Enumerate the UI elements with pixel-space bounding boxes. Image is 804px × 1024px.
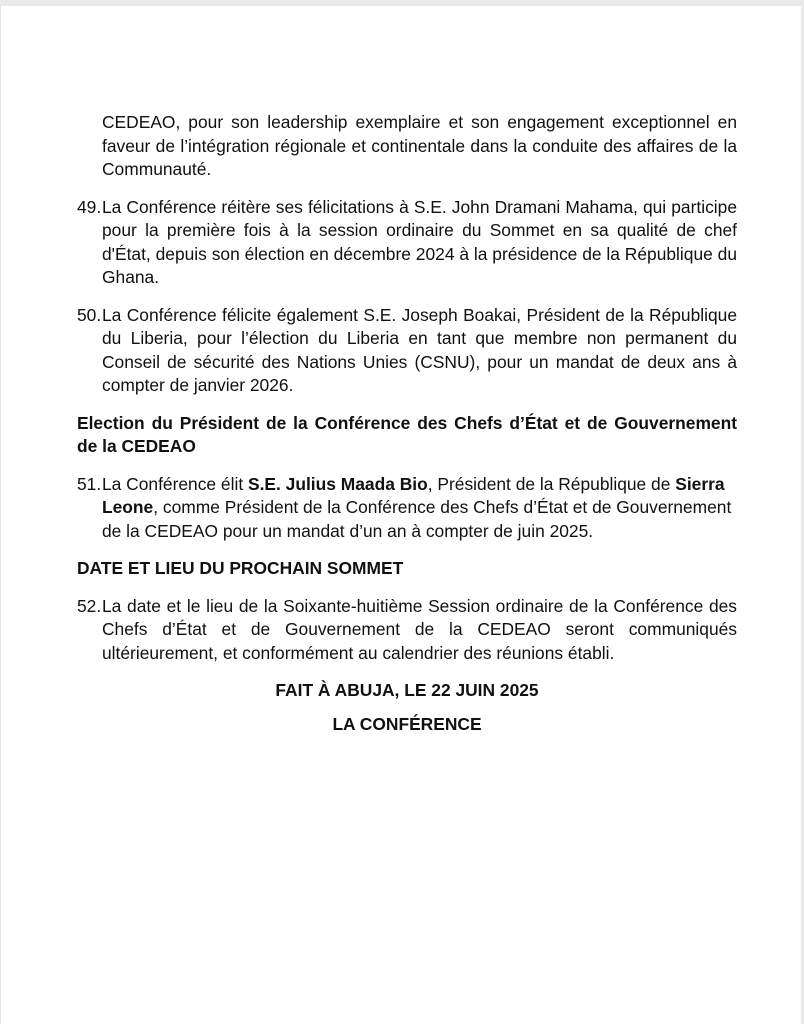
bold-country: Sierra Leone (102, 473, 725, 517)
paragraph-number: 52. (77, 595, 102, 616)
document-page (0, 6, 801, 1024)
document-body (77, 111, 737, 736)
paragraph-number: 49. (77, 196, 102, 217)
paragraph-51 (77, 473, 737, 544)
bold-name: S.E. Julius Maada Bio (247, 473, 428, 494)
paragraph-number: 50. (77, 304, 102, 325)
paragraph-text (102, 473, 737, 544)
paragraph-50 (77, 304, 737, 398)
text-run: , comme Président de la Conférence des Chefs d’État et de Gouvernement de la CEDEAO pour un mandat d’un an à compter de juin 2025. (102, 497, 732, 541)
signoff-signatory: LA CONFÉRENCE (332, 713, 482, 734)
section-heading-date: DATE ET LIEU DU PROCHAIN SOMMET (77, 558, 404, 578)
paragraph-text: La Conférence réitère ses félicitations à S.E. John Dramani Mahama, qui participe pour la première fois à la session ordinaire du Sommet en sa qualité de chef d'État, depuis son élection en décembre 2024 à la présidence de la République du Ghana. (102, 196, 737, 287)
paragraph-number: 51. (77, 473, 102, 494)
paragraph-52 (77, 595, 737, 666)
paragraph-49 (77, 196, 737, 290)
section-heading-election: Election du Président de la Conférence des Chefs d’État et de Gouvernement de la CEDEAO (77, 412, 737, 456)
signoff-place-date: FAIT À ABUJA, LE 22 JUIN 2025 (275, 680, 539, 700)
paragraph-text: La Conférence félicite également S.E. Joseph Boakai, Président de la République du Liberia, pour l’élection du Liberia en tant que membre non permanent du Conseil de sécurité des Nations Unies (CSNU), pour un mandat de deux ans à compter de janvier 2026. (102, 304, 737, 395)
text-run: , Président de la République de (427, 473, 676, 494)
paragraph-48-continuation: CEDEAO, pour son leadership exemplaire et son engagement exceptionnel en faveur de l’intégration régionale et continentale dans la conduite des affaires de la Communauté. (102, 112, 737, 179)
text-run: La Conférence élit (102, 473, 248, 494)
paragraph-text: La date et le lieu de la Soixante-huitième Session ordinaire de la Conférence des Chefs d’État et de Gouvernement de la CEDEAO seront communiqués ultérieurement, et conformément au calendrier des réunions établi. (102, 595, 737, 663)
